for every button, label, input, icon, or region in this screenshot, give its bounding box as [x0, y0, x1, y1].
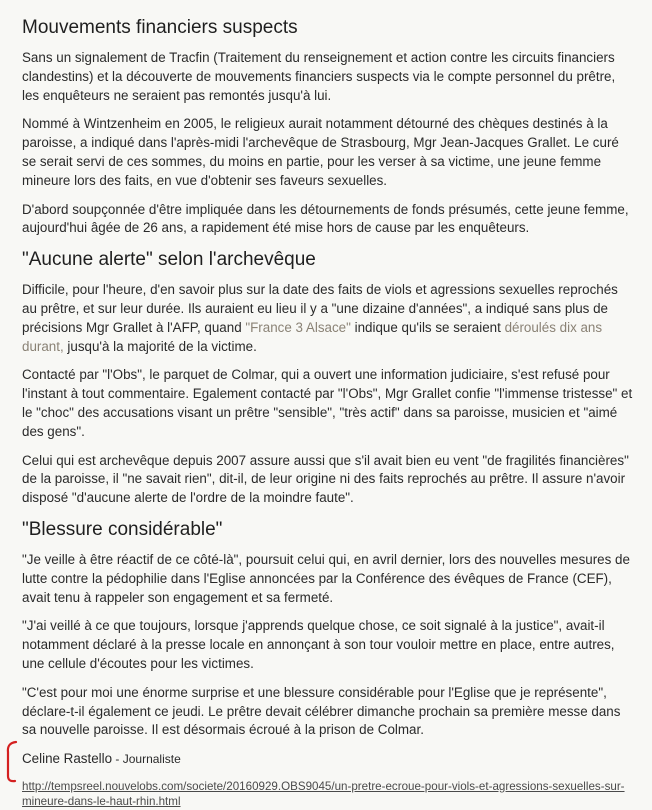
author-role: - Journaliste [112, 752, 181, 767]
paragraph: "J'ai veillé à ce que toujours, lorsque j'apprends quelque chose, ce soit signalé à la justice", avait-il notamment déclaré à la presse locale en annonçant à son tour vouloir mettre en place, entre autres, une cellule d'écoutes pour les victimes. [22, 618, 615, 671]
section-heading-financial-movements: Mouvements financiers suspects [22, 17, 298, 38]
paragraph: Celui qui est archevêque depuis 2007 assure aussi que s'il avait bien eu vent "de fragilités financières" de la paroisse, il "ne savait rien", dit-il, de leur origine ni des faits reprochés au prêtre. Il assure n'avoir disposé "d'aucune alerte de l'ordre de la moindre faute". [22, 452, 629, 506]
section-heading-considerable-wound: "Blessure considérable" [22, 518, 223, 540]
paragraph: "C'est pour moi une énorme surprise et une blessure considérable pour l'Eglise que je représente", déclare-t-il également ce jeudi. Le prêtre devait célébrer dimanche prochain sa première messe dans sa nouvelle paroisse. Il est désormais écroué à la prison de Colmar. [22, 684, 621, 738]
text-run: Difficile, pour l'heure, d'en savoir plus sur la date des faits de viols et agressions sexuelles reprochés au prêtre, et sur leur durée. Ils auraient eu lieu il y a "une dizaine d'années", a indiqué sans plus de précisions Mgr Grallet à l'AFP, quand [22, 282, 618, 335]
paragraph-with-links [22, 281, 634, 356]
author-name: Celine Rastello [22, 751, 113, 767]
author-line [22, 750, 634, 769]
section-heading-no-alert: "Aucune alerte" selon l'archevêque [22, 249, 316, 271]
paragraph: Nommé à Wintzenheim en 2005, le religieux aurait notamment détourné des chèques destinés à la paroisse, a indiqué dans l'après-midi l'archevêque de Strasbourg, Mgr Jean-Jacques Grallet. Le curé se serait servi de ces sommes, du moins en partie, pour les verser à sa victime, une jeune femme mineure lors des faits, en vue d'obtenir ses faveurs sexuelles. [22, 116, 619, 188]
text-run: indique qu'ils se seraient [350, 319, 505, 335]
france3-alsace-link[interactable]: "France 3 Alsace" [245, 319, 351, 335]
red-bracket-annotation [4, 740, 18, 784]
ten-years-link[interactable]: déroulés dix ans durant, [22, 319, 603, 354]
text-run: jusqu'à la majorité de la victime. [63, 338, 257, 354]
paragraph: Contacté par "l'Obs", le parquet de Colmar, qui a ouvert une information judiciaire, s'est refusé pour l'instant à tout commentaire. Egalement contacté par "l'Obs", Mgr Grallet confie "l'immense tristesse" et le "choc" des accusations visant un prêtre "sensible", "très actif" dans sa paroisse, musicien et "aimé des gens". [22, 367, 633, 439]
paragraph: "Je veille à être réactif de ce côté-là", poursuit celui qui, en avril dernier, lors des nouvelles mesures de lutte contre la pédophilie dans l'Eglise annoncées par la Conférence des évêques de France (CEF), avait tenu à rappeler son engagement et sa fermeté. [22, 551, 630, 605]
paragraph: Sans un signalement de Tracfin (Traitement du renseignement et action contre les circuits financiers clandestins) et la découverte de mouvements financiers suspects via le compte personnel du prêtre, les enquêteurs ne seraient pas remontés jusqu'à lui. [22, 50, 616, 103]
paragraph: D'abord soupçonnée d'être impliquée dans les détournements de fonds présumés, cette jeune femme, aujourd'hui âgée de 26 ans, a rapidement été mise hors de cause par les enquêteurs. [22, 201, 629, 236]
source-url-link[interactable]: http://tempsreel.nouvelobs.com/societe/20160929.OBS9045/un-pretre-ecroue-pour-viols-et-agressions-sexuelles-sur-mineure-dans-le-haut-rhin.html [22, 779, 625, 808]
